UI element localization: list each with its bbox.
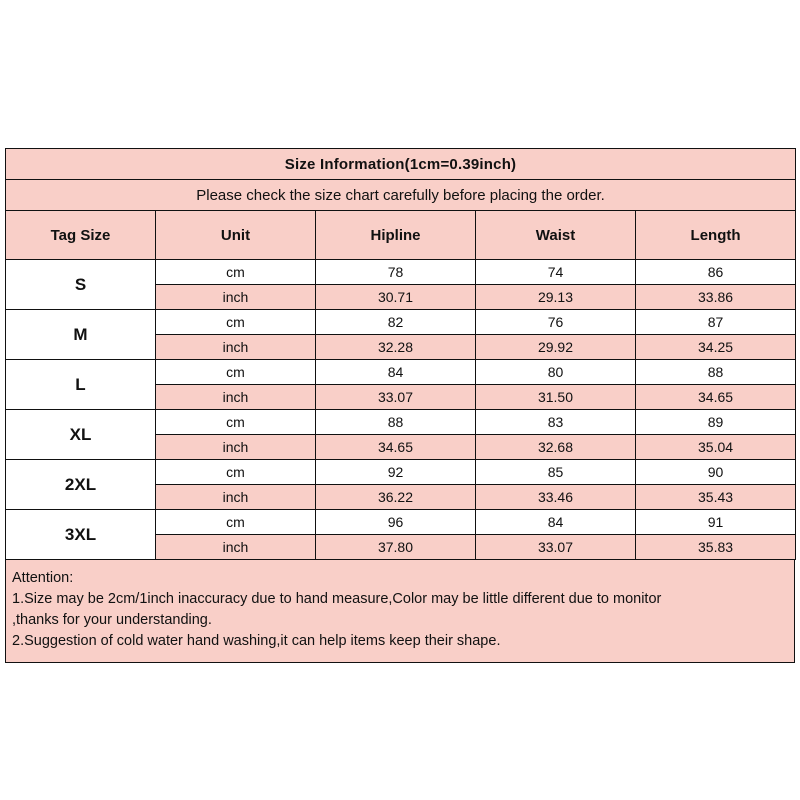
tag-size-cell: XL (6, 410, 156, 460)
column-header-waist: Waist (476, 211, 636, 260)
table-row (6, 460, 796, 485)
unit-cell: cm (156, 260, 316, 285)
attention-line-2: ,thanks for your understanding. (12, 612, 212, 629)
unit-cell: cm (156, 360, 316, 385)
table-subtitle: Please check the size chart carefully before placing the order. (6, 180, 796, 211)
table-title-row (6, 149, 796, 180)
length-cell: 34.25 (636, 335, 796, 360)
length-cell: 89 (636, 410, 796, 435)
hipline-cell: 36.22 (316, 485, 476, 510)
hipline-cell: 88 (316, 410, 476, 435)
unit-cell: cm (156, 510, 316, 535)
hipline-cell: 92 (316, 460, 476, 485)
table-row (6, 260, 796, 285)
hipline-cell: 33.07 (316, 385, 476, 410)
hipline-cell: 78 (316, 260, 476, 285)
tag-size-cell: M (6, 310, 156, 360)
size-chart (5, 148, 795, 663)
waist-cell: 33.07 (476, 535, 636, 560)
waist-cell: 33.46 (476, 485, 636, 510)
table-row (6, 410, 796, 435)
waist-cell: 29.13 (476, 285, 636, 310)
table-row (6, 310, 796, 335)
unit-cell: inch (156, 385, 316, 410)
hipline-cell: 82 (316, 310, 476, 335)
tag-size-cell: L (6, 360, 156, 410)
attention-line-3: 2.Suggestion of cold water hand washing,it can help items keep their shape. (12, 633, 501, 650)
tag-size-cell: 3XL (6, 510, 156, 560)
hipline-cell: 37.80 (316, 535, 476, 560)
tag-size-cell: S (6, 260, 156, 310)
waist-cell: 29.92 (476, 335, 636, 360)
column-header-length: Length (636, 211, 796, 260)
hipline-cell: 32.28 (316, 335, 476, 360)
length-cell: 88 (636, 360, 796, 385)
length-cell: 35.04 (636, 435, 796, 460)
attention-line-1: 1.Size may be 2cm/1inch inaccuracy due to hand measure,Color may be little different due to monitor (12, 591, 662, 608)
attention-heading: Attention: (12, 570, 74, 586)
waist-cell: 84 (476, 510, 636, 535)
waist-cell: 80 (476, 360, 636, 385)
length-cell: 90 (636, 460, 796, 485)
length-cell: 35.83 (636, 535, 796, 560)
table-subtitle-row (6, 180, 796, 211)
length-cell: 34.65 (636, 385, 796, 410)
unit-cell: inch (156, 485, 316, 510)
length-cell: 86 (636, 260, 796, 285)
table-row (6, 360, 796, 385)
waist-cell: 74 (476, 260, 636, 285)
length-cell: 33.86 (636, 285, 796, 310)
size-information-table (5, 148, 796, 560)
tag-size-cell: 2XL (6, 460, 156, 510)
unit-cell: cm (156, 460, 316, 485)
unit-cell: cm (156, 410, 316, 435)
length-cell: 35.43 (636, 485, 796, 510)
unit-cell: inch (156, 435, 316, 460)
attention-note (5, 560, 795, 663)
column-header-hipline: Hipline (316, 211, 476, 260)
unit-cell: cm (156, 310, 316, 335)
hipline-cell: 30.71 (316, 285, 476, 310)
waist-cell: 85 (476, 460, 636, 485)
hipline-cell: 84 (316, 360, 476, 385)
waist-cell: 32.68 (476, 435, 636, 460)
length-cell: 87 (636, 310, 796, 335)
column-header-unit: Unit (156, 211, 316, 260)
unit-cell: inch (156, 285, 316, 310)
unit-cell: inch (156, 335, 316, 360)
waist-cell: 76 (476, 310, 636, 335)
length-cell: 91 (636, 510, 796, 535)
table-header-row (6, 211, 796, 260)
table-row (6, 510, 796, 535)
hipline-cell: 34.65 (316, 435, 476, 460)
hipline-cell: 96 (316, 510, 476, 535)
unit-cell: inch (156, 535, 316, 560)
waist-cell: 83 (476, 410, 636, 435)
table-title: Size Information(1cm=0.39inch) (6, 149, 796, 180)
waist-cell: 31.50 (476, 385, 636, 410)
column-header-tag-size: Tag Size (6, 211, 156, 260)
